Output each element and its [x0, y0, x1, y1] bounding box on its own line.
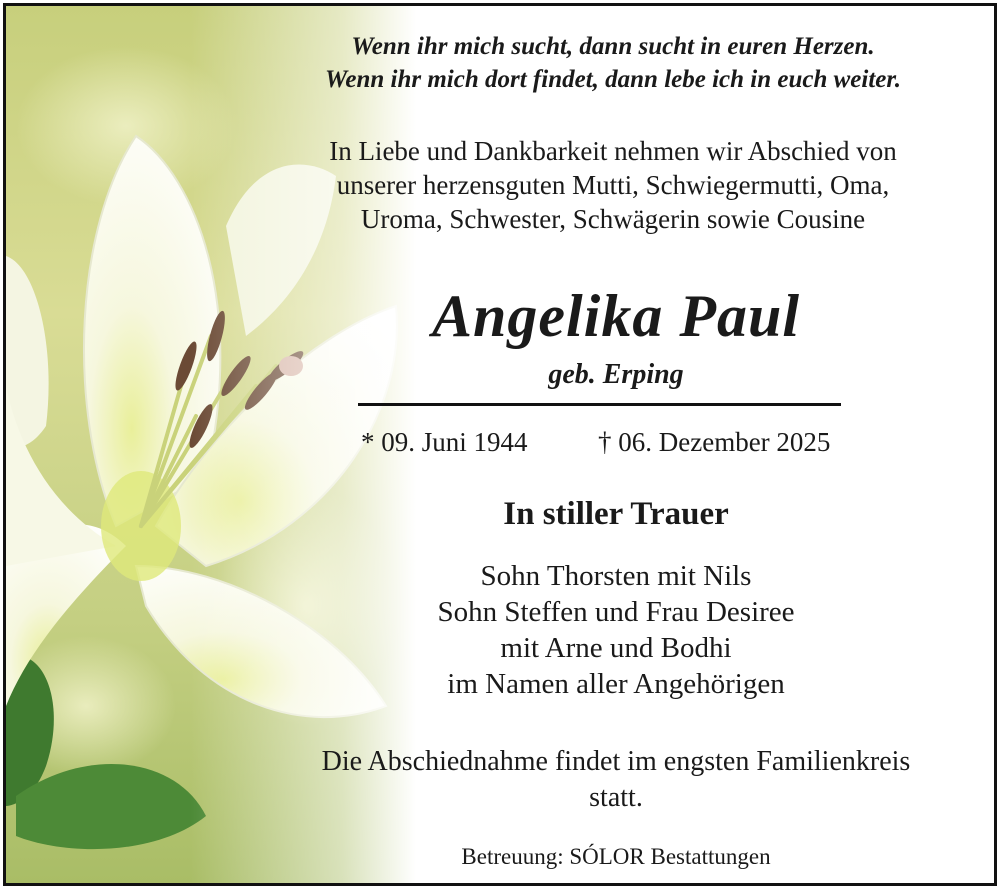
intro-line: Uroma, Schwester, Schwägerin sowie Cousine [360, 204, 866, 234]
mourner-line: im Namen aller Angehörigen [447, 668, 785, 700]
death-date: † 06. Dezember 2025 [598, 427, 831, 457]
deceased-name: Angelika Paul [431, 283, 801, 349]
mourner-line: Sohn Thorsten mit Nils [480, 560, 752, 592]
farewell-line: Die Abschiednahme findet im engsten Familienkreis [321, 746, 911, 777]
intro-line: In Liebe und Dankbarkeit nehmen wir Abschied von [329, 136, 897, 166]
farewell-line: statt. [589, 782, 643, 813]
mourner-line: mit Arne und Bodhi [500, 632, 732, 664]
birth-date: * 09. Juni 1944 [361, 427, 528, 457]
birth-name: geb. Erping [548, 359, 684, 390]
motto-line: Wenn ihr mich dort findet, dann lebe ich in euch weiter. [325, 66, 901, 93]
mourner-line: Sohn Steffen und Frau Desiree [437, 596, 795, 628]
intro-line: unserer herzensguten Mutti, Schwiegermutti, Oma, [336, 170, 890, 200]
divider [358, 403, 841, 406]
motto-line: Wenn ihr mich sucht, dann sucht in euren Herzen. [351, 33, 875, 60]
obituary-notice [3, 3, 997, 886]
notice-text [6, 6, 994, 883]
mourning-heading: In stiller Trauer [503, 496, 729, 532]
funeral-home-credit: Betreuung: SÓLOR Bestattungen [461, 844, 771, 869]
